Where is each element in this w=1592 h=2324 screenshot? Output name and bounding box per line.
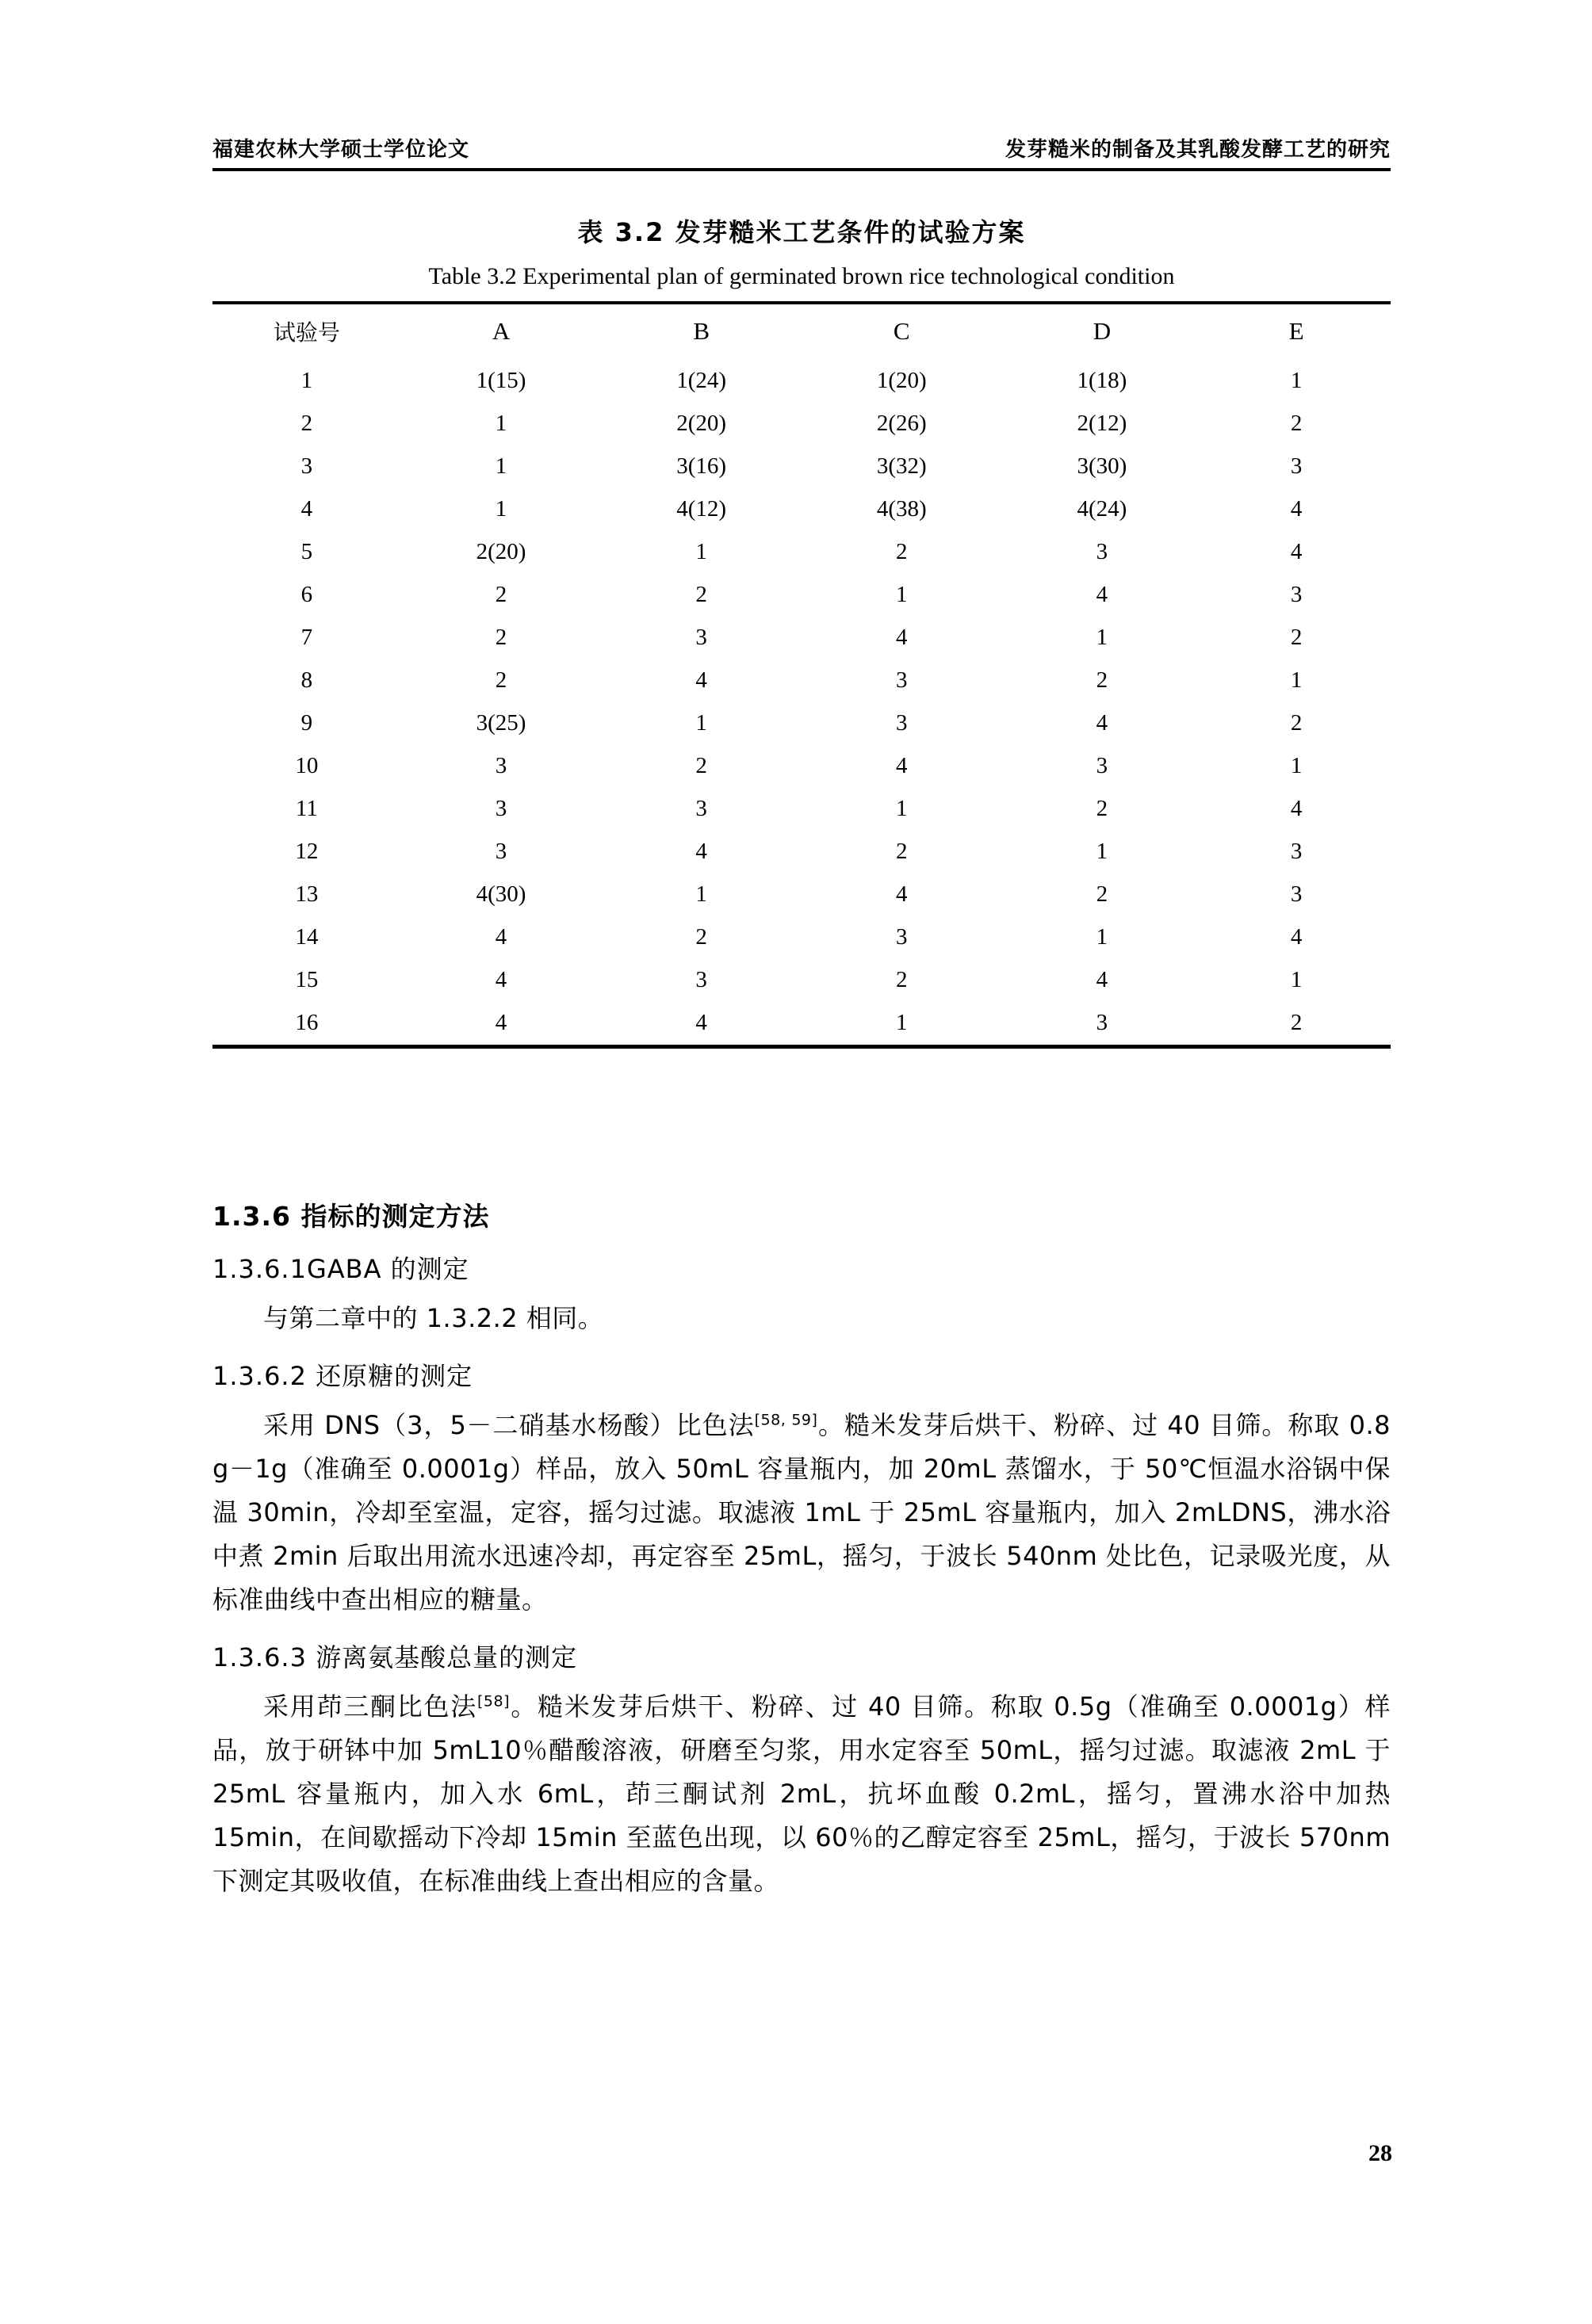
table-row <box>212 403 1391 445</box>
table-cell: 4 <box>695 1010 707 1035</box>
table-cell: 1 <box>896 796 908 821</box>
table-title-english: Table 3.2 Experimental plan of germinated brown rice technological condition <box>428 263 1175 289</box>
table-cell: 4 <box>1096 710 1108 736</box>
paragraph-1-3-6-3 <box>212 1685 1391 1903</box>
table-header <box>212 303 1391 360</box>
table-cell: 4 <box>896 881 908 907</box>
table-cell: 3 <box>896 924 908 950</box>
cell-trial-no: 2 <box>300 411 313 436</box>
table-cell: 3 <box>1290 582 1303 607</box>
cell-trial-no: 16 <box>295 1010 319 1035</box>
table-row <box>212 1002 1391 1047</box>
table-cell: 2 <box>695 924 707 950</box>
table-cell: 1 <box>1096 839 1108 864</box>
table-cell: 3 <box>1290 881 1303 907</box>
table-header-row <box>212 303 1391 360</box>
table-cell: 3(16) <box>676 453 727 479</box>
table-cell: 1 <box>1290 368 1303 393</box>
table-cell: 2 <box>1096 796 1108 821</box>
table-cell: 1(24) <box>676 368 727 393</box>
paragraph-1-3-6-2 <box>212 1404 1391 1622</box>
cell-trial-no: 1 <box>300 368 313 393</box>
paragraph-1-3-6-3-post: 。糙米发芽后烘干、粉碎、过 40 目筛。称取 0.5g（准确至 0.0001g）样品，放于研钵中加 5mL10％醋酸溶液，研磨至匀浆，用水定容至 50mL，摇匀过滤。取滤液 2mL 于 25mL 容量瓶内，加入水 6mL，茚三酮试剂 2mL，抗坏血酸 0.2mL，摇匀，置沸水浴中加热 15min，在间歇摇动下冷却 15min 至蓝色出现，以 60％的乙醇定容至 25mL，摇匀，于波长 570nm 下测定其吸收值，在标准曲线上查出相应的含量。 <box>212 1691 1391 1897</box>
table-row <box>212 360 1391 403</box>
table-row <box>212 488 1391 531</box>
table-cell: 3 <box>695 625 707 650</box>
table-cell: 2 <box>1096 881 1108 907</box>
body-content <box>212 1177 1391 1913</box>
table-cell: 1 <box>1096 625 1108 650</box>
table-row <box>212 745 1391 788</box>
table-row <box>212 617 1391 659</box>
heading-1-3-6-3: 1.3.6.3 游离氨基酸总量的测定 <box>212 1642 578 1673</box>
table-row <box>212 873 1391 916</box>
reference-marker-58: [58] <box>477 1692 511 1711</box>
table-cell: 3 <box>1096 753 1108 778</box>
table-cell: 2 <box>495 582 507 607</box>
table-cell: 2(20) <box>476 539 526 564</box>
running-header <box>212 133 1391 162</box>
table-cell: 2 <box>495 625 507 650</box>
table-cell: 1 <box>1290 667 1303 693</box>
table-cell: 4 <box>1290 924 1303 950</box>
table-cell: 4 <box>1096 967 1108 992</box>
table-cell: 2 <box>1096 667 1108 693</box>
table-cell: 3 <box>695 967 707 992</box>
table-cell: 2 <box>695 582 707 607</box>
header-left-text: 福建农林大学硕士学位论文 <box>212 138 470 162</box>
table-cell: 1(15) <box>476 368 526 393</box>
table-cell: 2 <box>1290 710 1303 736</box>
table-cell: 1 <box>695 710 707 736</box>
table-cell: 3(25) <box>476 710 526 736</box>
table-cell: 3 <box>896 710 908 736</box>
column-header-trial-no: 试验号 <box>273 319 340 346</box>
table-cell: 4 <box>695 839 707 864</box>
header-divider <box>212 168 1391 171</box>
page-number: 28 <box>1368 2140 1392 2166</box>
cell-trial-no: 8 <box>300 667 313 693</box>
table-cell: 1 <box>695 539 707 564</box>
table-row <box>212 959 1391 1002</box>
table-cell: 4(30) <box>476 881 526 907</box>
table-cell: 3 <box>495 796 507 821</box>
table-cell: 3(32) <box>876 453 927 479</box>
column-header-a: A <box>492 317 511 345</box>
table-row <box>212 831 1391 873</box>
table-cell: 3 <box>495 839 507 864</box>
table-row <box>212 788 1391 831</box>
table-cell: 1 <box>495 411 507 436</box>
cell-trial-no: 7 <box>300 625 313 650</box>
table-cell: 1 <box>495 453 507 479</box>
table-cell: 2(26) <box>876 411 927 436</box>
table-row <box>212 916 1391 959</box>
table-title-chinese: 表 3.2 发芽糙米工艺条件的试验方案 <box>577 217 1026 247</box>
table-cell: 4(12) <box>676 496 727 522</box>
table-cell: 4 <box>896 753 908 778</box>
cell-trial-no: 3 <box>300 453 313 479</box>
table-cell: 2 <box>495 667 507 693</box>
column-header-d: D <box>1093 317 1112 345</box>
table-cell: 4 <box>1290 539 1303 564</box>
paragraph-1-3-6-2-pre: 采用 DNS（3，5－二硝基水杨酸）比色法 <box>263 1410 755 1441</box>
cell-trial-no: 10 <box>295 753 319 778</box>
cell-trial-no: 6 <box>300 582 313 607</box>
table-cell: 4(38) <box>876 496 927 522</box>
table-cell: 4 <box>695 667 707 693</box>
table-cell: 2 <box>896 539 908 564</box>
table-cell: 3 <box>695 796 707 821</box>
header-right-text: 发芽糙米的制备及其乳酸发酵工艺的研究 <box>1005 138 1391 162</box>
cell-trial-no: 15 <box>295 967 319 992</box>
table-block <box>212 212 1391 1049</box>
cell-trial-no: 14 <box>295 924 319 950</box>
table-cell: 4 <box>1096 582 1108 607</box>
heading-1-3-6-1: 1.3.6.1GABA 的测定 <box>212 1254 469 1284</box>
cell-trial-no: 12 <box>295 839 319 864</box>
table-cell: 1(20) <box>876 368 927 393</box>
column-header-b: B <box>693 317 710 345</box>
column-header-c: C <box>893 317 910 345</box>
table-row <box>212 702 1391 745</box>
table-cell: 2(20) <box>676 411 727 436</box>
table-cell: 3 <box>1290 839 1303 864</box>
experimental-plan-table <box>212 301 1391 1049</box>
table-cell: 4 <box>495 924 507 950</box>
paragraph-1-3-6-2-post: 。糙米发芽后烘干、粉碎、过 40 目筛。称取 0.8 g－1g（准确至 0.0001g）样品，放入 50mL 容量瓶内，加 20mL 蒸馏水，于 50℃恒温水浴锅中保温 30min，冷却至室温，定容，摇匀过滤。取滤液 1mL 于 25mL 容量瓶内，加入 2mLDNS，沸水浴中煮 2min 后取出用流水迅速冷却，再定容至 25mL，摇匀，于波长 540nm 处比色，记录吸光度，从标准曲线中查出相应的糖量。 <box>212 1410 1391 1615</box>
table-cell: 1(18) <box>1077 368 1127 393</box>
table-cell: 1 <box>1290 967 1303 992</box>
table-cell: 4 <box>1290 496 1303 522</box>
table-cell: 3 <box>1096 1010 1108 1035</box>
table-cell: 2 <box>1290 411 1303 436</box>
table-cell: 1 <box>896 1010 908 1035</box>
table-cell: 2 <box>896 967 908 992</box>
cell-trial-no: 4 <box>300 496 313 522</box>
table-row <box>212 659 1391 702</box>
table-cell: 1 <box>1096 924 1108 950</box>
heading-1-3-6-2: 1.3.6.2 还原糖的测定 <box>212 1361 473 1392</box>
cell-trial-no: 5 <box>300 539 313 564</box>
table-cell: 1 <box>896 582 908 607</box>
table-cell: 2 <box>695 753 707 778</box>
table-cell: 4 <box>1290 796 1303 821</box>
table-cell: 2 <box>1290 625 1303 650</box>
table-row <box>212 574 1391 617</box>
table-cell: 2 <box>1290 1010 1303 1035</box>
table-cell: 4 <box>896 625 908 650</box>
cell-trial-no: 9 <box>300 710 313 736</box>
table-cell: 3(30) <box>1077 453 1127 479</box>
column-header-e: E <box>1288 317 1304 345</box>
cell-trial-no: 13 <box>295 881 319 907</box>
paragraph-1-3-6-3-pre: 采用茚三酮比色法 <box>263 1691 478 1722</box>
table-cell: 2(12) <box>1077 411 1127 436</box>
table-cell: 1 <box>495 496 507 522</box>
reference-marker-58-59: [58, 59] <box>754 1411 818 1429</box>
table-cell: 3 <box>495 753 507 778</box>
cell-trial-no: 11 <box>295 796 318 821</box>
table-cell: 1 <box>695 881 707 907</box>
table-cell: 4 <box>495 967 507 992</box>
table-cell: 3 <box>1096 539 1108 564</box>
paragraph-1-3-6-1: 与第二章中的 1.3.2.2 相同。 <box>263 1303 604 1333</box>
table-row <box>212 531 1391 574</box>
table-cell: 1 <box>1290 753 1303 778</box>
table-cell: 4(24) <box>1077 496 1127 522</box>
table-row <box>212 445 1391 488</box>
table-body <box>212 360 1391 1047</box>
table-cell: 2 <box>896 839 908 864</box>
heading-1-3-6: 1.3.6 指标的测定方法 <box>212 1201 490 1232</box>
table-cell: 4 <box>495 1010 507 1035</box>
table-cell: 3 <box>1290 453 1303 479</box>
table-cell: 3 <box>896 667 908 693</box>
